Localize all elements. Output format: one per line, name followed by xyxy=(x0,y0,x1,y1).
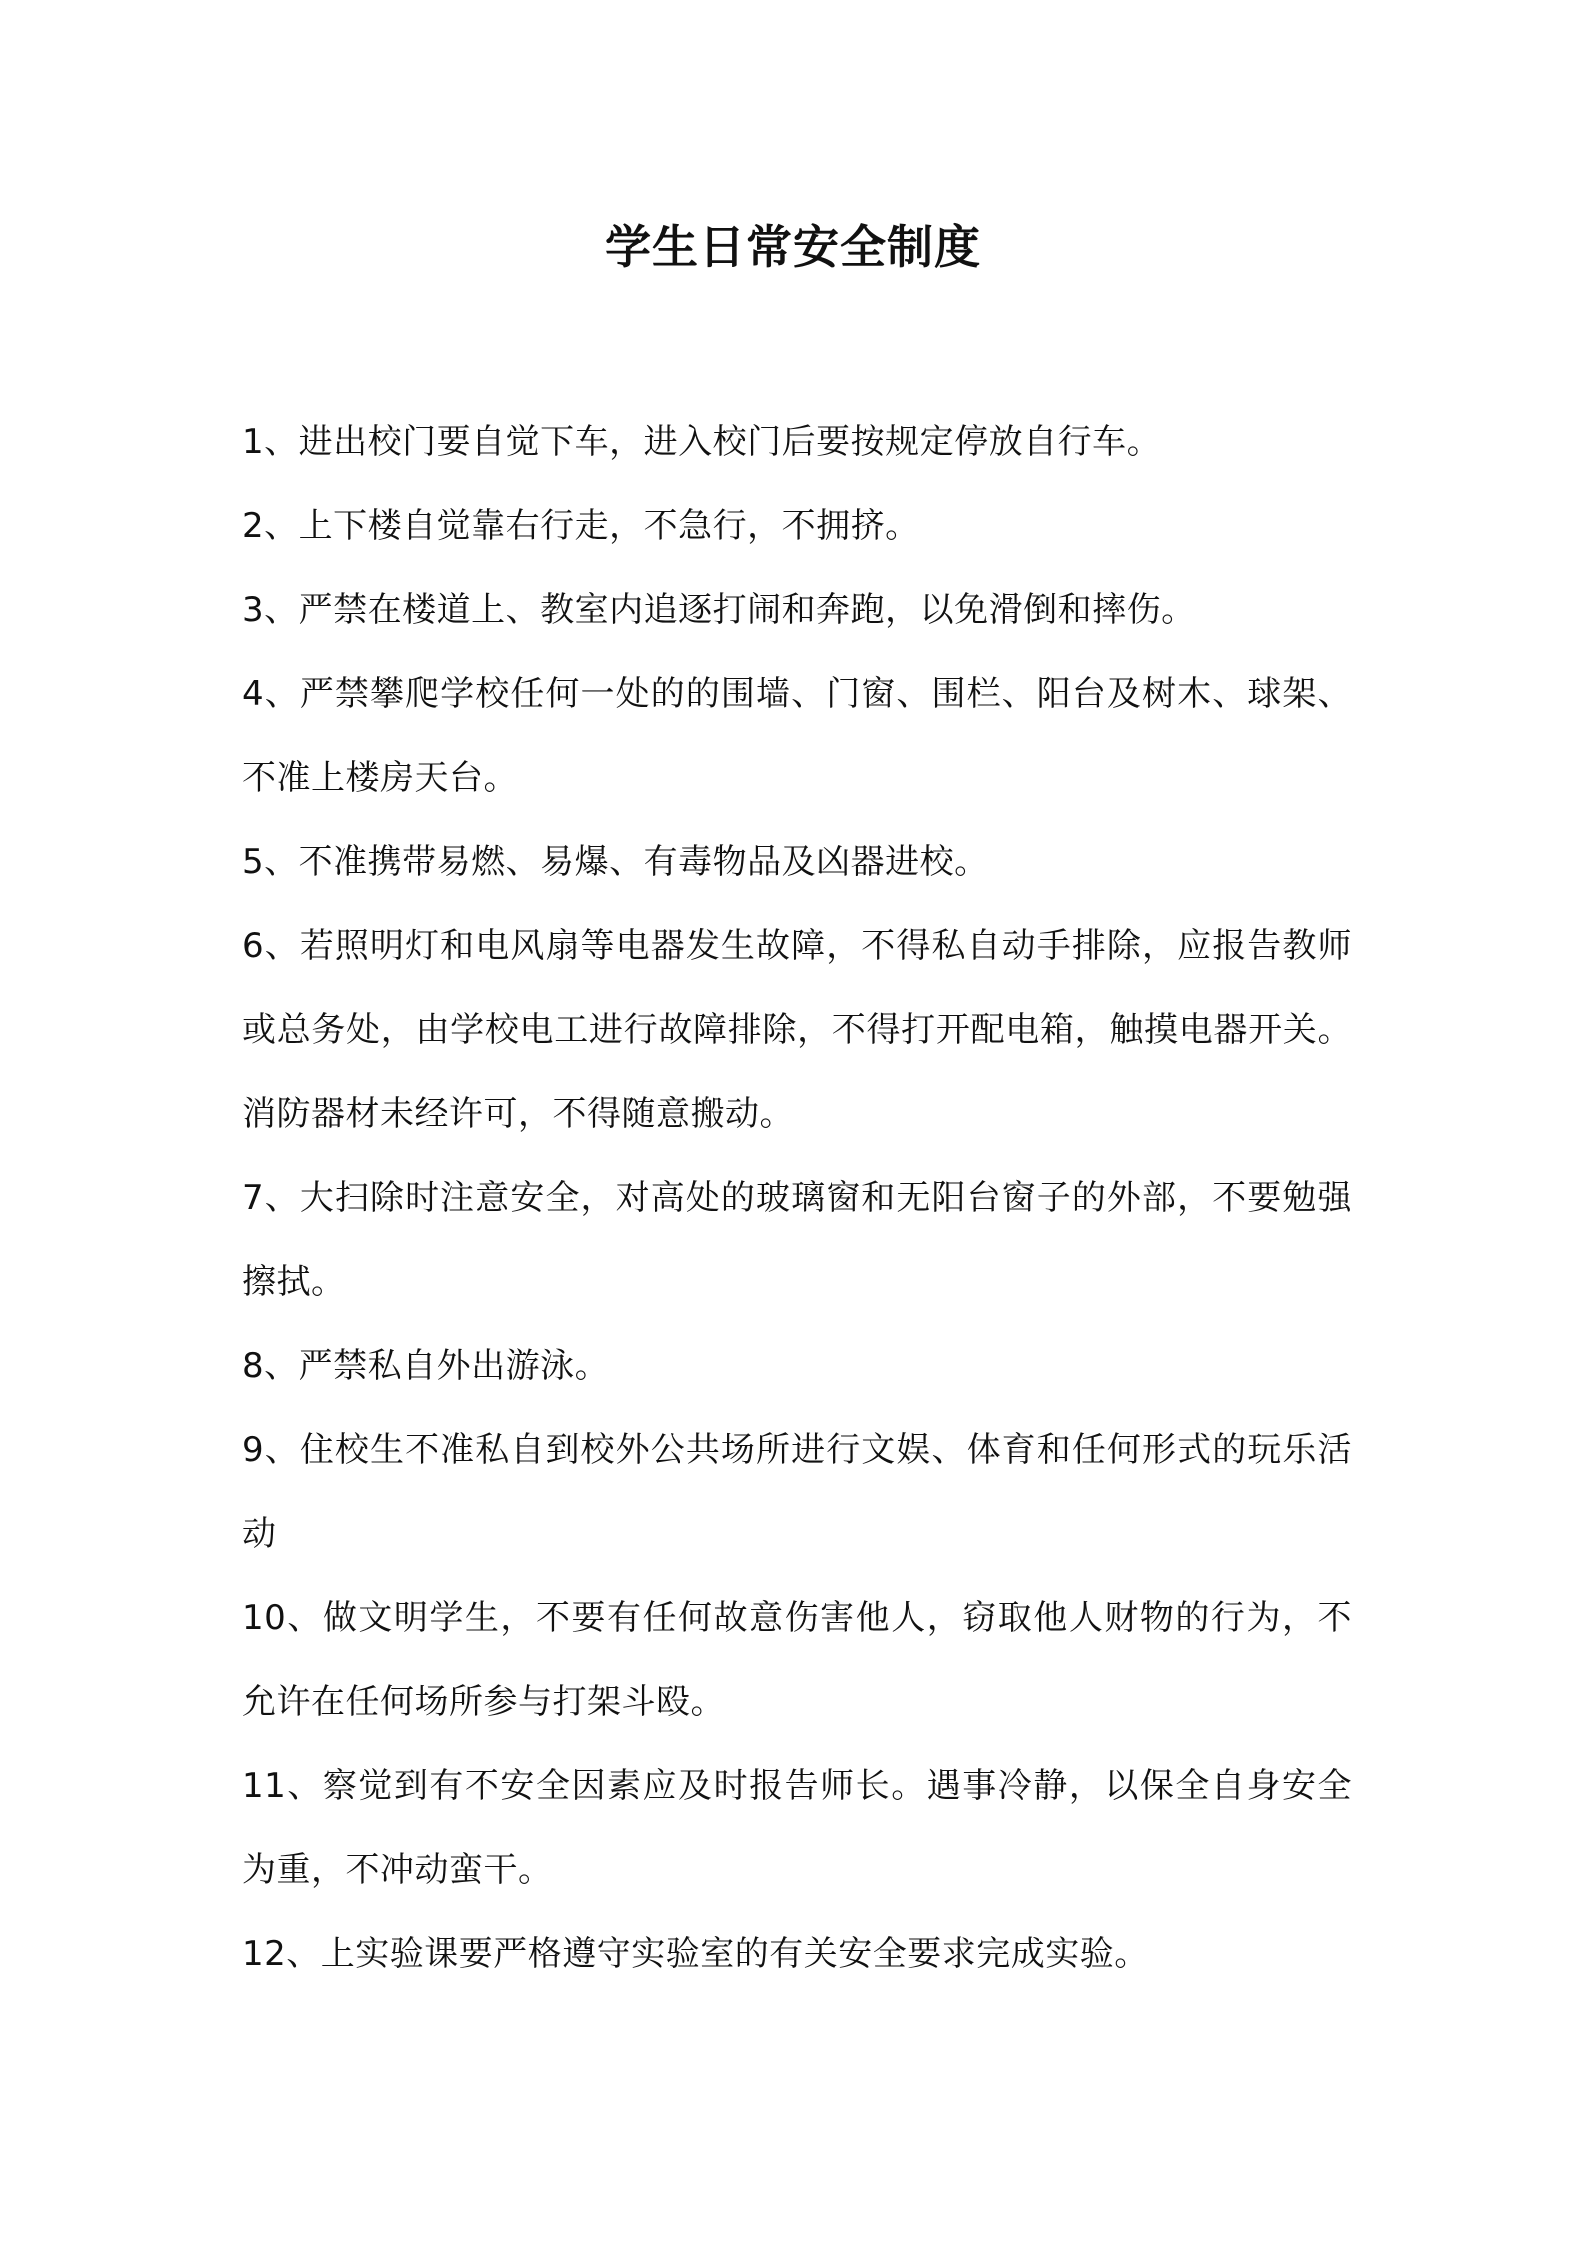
rules-list xyxy=(242,400,1352,1996)
rule-item: 1、进出校门要自觉下车，进入校门后要按规定停放自行车。 xyxy=(242,422,1162,462)
rule-item: 3、严禁在楼道上、教室内追逐打闹和奔跑，以免滑倒和摔伤。 xyxy=(242,590,1196,630)
document-title: 学生日常安全制度 xyxy=(605,220,981,274)
rule-item: 4、严禁攀爬学校任何一处的的围墙、门窗、围栏、阳台及树木、球架、不准上楼房天台。 xyxy=(242,674,1352,798)
rule-item: 6、若照明灯和电风扇等电器发生故障，不得私自动手排除，应报告教师或总务处，由学校电工进行故障排除，不得打开配电箱，触摸电器开关。消防器材未经许可，不得随意搬动。 xyxy=(242,926,1352,1134)
rule-item: 5、不准携带易燃、易爆、有毒物品及凶器进校。 xyxy=(242,842,989,882)
rule-item: 9、住校生不准私自到校外公共场所进行文娱、体育和任何形式的玩乐活动 xyxy=(242,1430,1352,1554)
rule-item: 10、做文明学生，不要有任何故意伤害他人，窃取他人财物的行为，不允许在任何场所参与打架斗殴。 xyxy=(242,1598,1352,1722)
rule-item: 12、上实验课要严格遵守实验室的有关安全要求完成实验。 xyxy=(242,1934,1149,1974)
rule-item: 11、察觉到有不安全因素应及时报告师长。遇事冷静，以保全自身安全为重，不冲动蛮干。 xyxy=(242,1766,1352,1890)
rule-item: 7、大扫除时注意安全，对高处的玻璃窗和无阳台窗子的外部，不要勉强擦拭。 xyxy=(242,1178,1352,1302)
rule-item: 8、严禁私自外出游泳。 xyxy=(242,1346,610,1386)
rule-item: 2、上下楼自觉靠右行走，不急行，不拥挤。 xyxy=(242,506,920,546)
